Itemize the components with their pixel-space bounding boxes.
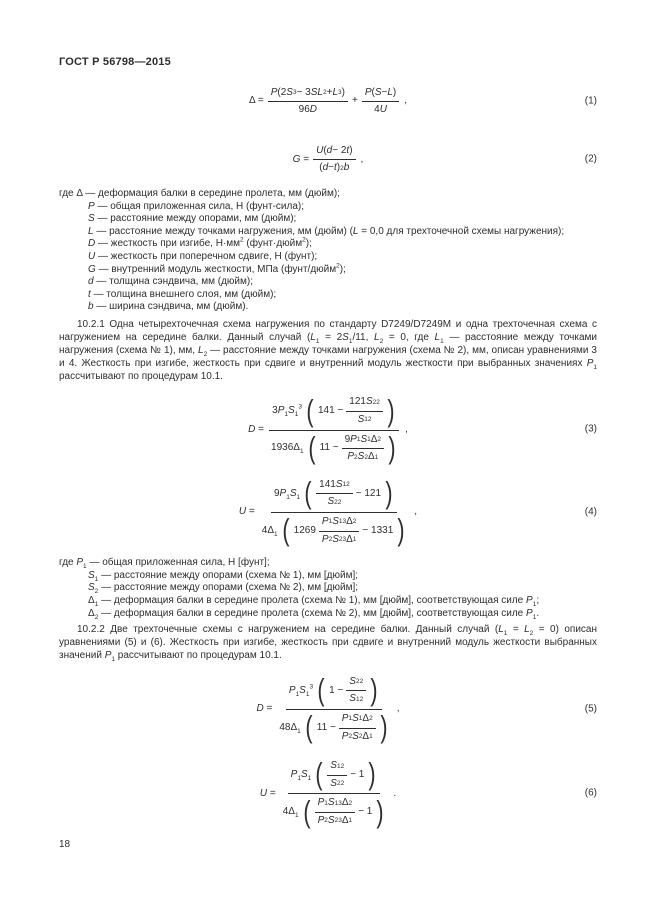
open-paren: ( bbox=[315, 758, 323, 792]
eq5-num-inner-numerator: S 2 2 bbox=[346, 675, 366, 692]
eq1-numerator-2: P ( S − L ) bbox=[362, 86, 399, 103]
eq1-fraction-1 bbox=[268, 86, 348, 118]
eq1-comma: , bbox=[404, 95, 408, 107]
eq4-num-inner-numerator: 141 S 1 2 bbox=[316, 478, 353, 495]
eq6-fraction bbox=[280, 758, 389, 829]
equation-6 bbox=[59, 758, 597, 829]
eq3-comma: , bbox=[405, 423, 408, 435]
definition-line: S — расстояние между опорами, мм (дюйм); bbox=[88, 213, 297, 225]
equation-3 bbox=[59, 394, 597, 465]
equation-6-body bbox=[260, 758, 396, 829]
definition-line: $S_2$ — расстояние между опорами (схема № 2), мм [дюйм]; bbox=[88, 582, 359, 596]
definitions-list-1 bbox=[59, 188, 597, 314]
eq5-den-coef: $48\Delta_1$ bbox=[279, 721, 301, 735]
definition-line: b — ширина сэндвича, мм (дюйм). bbox=[88, 301, 249, 313]
eq4-num-inner-fraction bbox=[316, 478, 353, 510]
paragraph-10-2-2: 10.2.2 Две трехточечные схемы с нагружением на середине балки. Данный случай $(L_1 = L_2 = 0)$ описан уравнениями (5) и (6). Жесткость при изгибе, жесткость при сдвиге и внутренний модуль жесткости выбранных значений $P_1$ рассчитывают по процедурам 10.1. bbox=[59, 624, 597, 663]
eq2-comma: , bbox=[360, 153, 364, 165]
eq4-fraction bbox=[259, 477, 410, 548]
eq6-num-inner-post: − 1 bbox=[350, 769, 365, 781]
eq4-numerator bbox=[271, 477, 397, 513]
definition-line: P — общая приложенная сила, Н (фунт-сила); bbox=[88, 200, 305, 212]
eq5-num-inner-fraction bbox=[346, 675, 366, 707]
open-paren: ( bbox=[282, 513, 290, 548]
close-paren: ) bbox=[370, 673, 378, 708]
eq4-num-inner-post: − 121 bbox=[355, 487, 382, 499]
eq3-num-coef: $3P_1S_1^3$ bbox=[272, 403, 302, 419]
eq3-num-inner-numerator: 121 S 2 2 bbox=[346, 395, 383, 412]
equation-1 bbox=[59, 86, 597, 118]
eq6-period: . bbox=[393, 787, 397, 799]
equation-6-number: (6) bbox=[584, 787, 597, 799]
open-paren: ( bbox=[307, 431, 316, 466]
eq1-plus-operator: + bbox=[351, 95, 358, 107]
eq1-lhs: Δ = bbox=[248, 95, 264, 107]
definition-line: $S_1$ — расстояние между опорами (схема № 1), мм [дюйм]; bbox=[88, 569, 359, 583]
close-paren: ) bbox=[397, 513, 405, 548]
eq5-num-inner-denominator: S 1 2 bbox=[349, 693, 364, 705]
eq2-denominator: ( d − t ) 2 b bbox=[319, 162, 350, 174]
close-paren: ) bbox=[385, 476, 393, 511]
eq6-num-coef: $P_1S_1$ bbox=[290, 769, 312, 783]
close-paren: ) bbox=[388, 431, 396, 466]
equation-5-body bbox=[257, 674, 400, 745]
eq6-num-inner-fraction bbox=[327, 759, 347, 791]
eq2-lhs: G = bbox=[292, 153, 310, 165]
eq5-denominator bbox=[276, 710, 391, 745]
equation-3-body bbox=[248, 394, 408, 465]
eq4-lhs: U = bbox=[238, 506, 255, 518]
definition-line: U — жесткость при поперечном сдвиге, Н (фунт); bbox=[88, 250, 318, 262]
eq4-den-inner-post: − 1331 bbox=[362, 524, 394, 536]
equation-2-number: (2) bbox=[584, 153, 597, 165]
eq5-den-inner-numerator: P 1 S 1 Δ 2 bbox=[339, 712, 376, 729]
open-paren: ( bbox=[305, 710, 313, 745]
eq4-den-inner-denominator: P 2 S 2 3 Δ 1 bbox=[321, 533, 357, 545]
open-paren: ( bbox=[304, 476, 312, 511]
definition-line: где Δ — деформация балки в середине пролета, мм (дюйм); bbox=[59, 187, 340, 199]
equation-4-body bbox=[239, 477, 417, 548]
equation-3-number: (3) bbox=[584, 423, 597, 435]
definition-line: $\Delta_1$ — деформация балки в середине пролета (схема № 1), мм [дюйм], соответствующая силе $P_1$; bbox=[88, 594, 540, 608]
eq6-denominator bbox=[280, 794, 389, 829]
equation-5 bbox=[59, 674, 597, 745]
definition-line: D — жесткость при изгибе, $Н\cdot мм^2$ (фунт·дюйм$^2$); bbox=[88, 237, 312, 250]
equation-4-number: (4) bbox=[584, 506, 597, 518]
eq5-lhs: D = bbox=[256, 703, 273, 715]
eq5-den-inner-pre: 11 − bbox=[316, 721, 336, 733]
definition-line: где $P_1$ — общая приложенная сила, Н [фунт]; bbox=[59, 557, 270, 571]
eq4-denominator bbox=[259, 513, 410, 548]
open-paren: ( bbox=[317, 673, 325, 708]
eq3-den-inner-pre: 11 − bbox=[319, 442, 339, 454]
definition-line: $\Delta_2$ — деформация балки в середине пролета (схема № 2), мм [дюйм], соответствующая силе $P_1$. bbox=[88, 607, 540, 621]
definition-line: G — внутренний модуль жесткости, МПа (фунт/дюйм$^2$); bbox=[88, 262, 346, 275]
close-paren: ) bbox=[387, 394, 395, 428]
standard-header: ГОСТ Р 56798—2015 bbox=[59, 56, 171, 68]
eq6-num-inner-denominator: S 2 2 bbox=[330, 777, 345, 789]
eq2-fraction bbox=[313, 144, 355, 176]
equation-2-body bbox=[293, 144, 364, 176]
eq4-den-coef: $4\Delta_1$ bbox=[261, 524, 278, 538]
eq5-num-inner-pre: 1 − bbox=[329, 684, 344, 696]
eq5-numerator bbox=[286, 674, 382, 710]
eq5-den-inner-denominator: P 2 S 2 Δ 1 bbox=[341, 730, 373, 742]
eq4-num-coef: $9P_1S_1$ bbox=[273, 487, 301, 501]
eq3-den-inner-denominator: P 2 S 2 Δ 1 bbox=[347, 451, 379, 463]
eq6-den-coef: $4\Delta_1$ bbox=[282, 806, 299, 820]
eq6-lhs: U = bbox=[259, 787, 276, 799]
definitions-list-2 bbox=[59, 557, 597, 620]
paragraph-10-2-1: 10.2.1 Одна четырехточечная схема нагружения по стандарту D7249/D7249M и одна трехточечная схема с нагружением на середине балки. Данный случай ($L_1 = 2S_1/11$, $L_2 = 0$, где $L_1$ — расстояние между точками нагружения (схема № 1), мм, $L_2$ — расстояние между точками нагружения (схема № 2), мм, описан уравнениями 3 и 4. Жесткость при изгибе, жесткость при сдвиге и внутренний модуль жесткости при выбранных значениях $P_1$ рассчитывают по процедурам 10.1. bbox=[59, 318, 598, 382]
eq2-numerator: U ( d − 2 t ) bbox=[313, 144, 355, 161]
equation-5-number: (5) bbox=[584, 703, 597, 715]
eq3-numerator bbox=[269, 394, 399, 430]
eq1-denominator-1: 96 D bbox=[298, 104, 318, 116]
eq5-comma: , bbox=[396, 703, 400, 715]
eq6-numerator bbox=[288, 758, 381, 794]
eq3-den-coef: $1936\Delta_1$ bbox=[271, 442, 304, 456]
eq5-fraction bbox=[276, 674, 391, 745]
eq4-den-inner-numerator: P 1 S 1 3 Δ 2 bbox=[319, 515, 360, 532]
equation-1-number: (1) bbox=[584, 95, 597, 107]
eq4-den-inner-fraction bbox=[319, 515, 360, 547]
eq6-den-inner-fraction bbox=[315, 796, 356, 828]
equation-1-body bbox=[249, 86, 407, 118]
open-paren: ( bbox=[303, 795, 311, 829]
eq3-num-inner-fraction bbox=[346, 395, 383, 427]
close-paren: ) bbox=[368, 758, 376, 792]
equation-2 bbox=[59, 144, 597, 176]
eq1-fraction-2 bbox=[362, 86, 399, 118]
close-paren: ) bbox=[380, 710, 388, 745]
eq1-numerator-1: P (2 S 3 − 3 SL 2 + L 3 ) bbox=[268, 86, 348, 103]
eq1-denominator-2: 4 U bbox=[374, 104, 387, 116]
eq3-fraction bbox=[268, 394, 400, 465]
open-paren: ( bbox=[306, 394, 314, 428]
definition-line: L — расстояние между точками нагружения, мм (дюйм) (L = 0,0 для трехточечной схемы нагружения); bbox=[88, 225, 565, 237]
eq6-den-inner-post: − 1 bbox=[358, 806, 373, 818]
eq5-num-coef: $P_1S_1^3$ bbox=[288, 683, 314, 698]
eq6-den-inner-numerator: P 1 S 1 3 Δ 2 bbox=[315, 796, 356, 813]
eq6-den-inner-denominator: P 2 S 2 3 Δ 1 bbox=[317, 815, 353, 827]
eq3-denominator bbox=[268, 431, 400, 466]
eq3-lhs: D = bbox=[248, 423, 265, 435]
close-paren: ) bbox=[376, 795, 384, 829]
eq4-num-inner-denominator: S 2 2 bbox=[327, 496, 342, 508]
eq3-den-inner-numerator: 9 P 1 S 1 Δ 2 bbox=[342, 433, 384, 450]
definition-line: t — толщина внешнего слоя, мм (дюйм); bbox=[88, 288, 277, 300]
page-number: 18 bbox=[59, 839, 71, 850]
eq5-den-inner-fraction bbox=[339, 712, 376, 744]
definition-line: d — толщина сэндвича, мм (дюйм); bbox=[88, 276, 254, 288]
eq3-den-inner-fraction bbox=[342, 433, 384, 465]
eq4-den-inner-pre: 1269 bbox=[293, 524, 316, 536]
eq6-num-inner-numerator: S 1 2 bbox=[327, 759, 347, 776]
eq3-num-inner-pre: 141 − bbox=[317, 405, 344, 417]
eq4-comma: , bbox=[414, 506, 418, 518]
eq3-num-inner-denominator: S 1 2 bbox=[357, 414, 372, 426]
equation-4 bbox=[59, 477, 597, 548]
